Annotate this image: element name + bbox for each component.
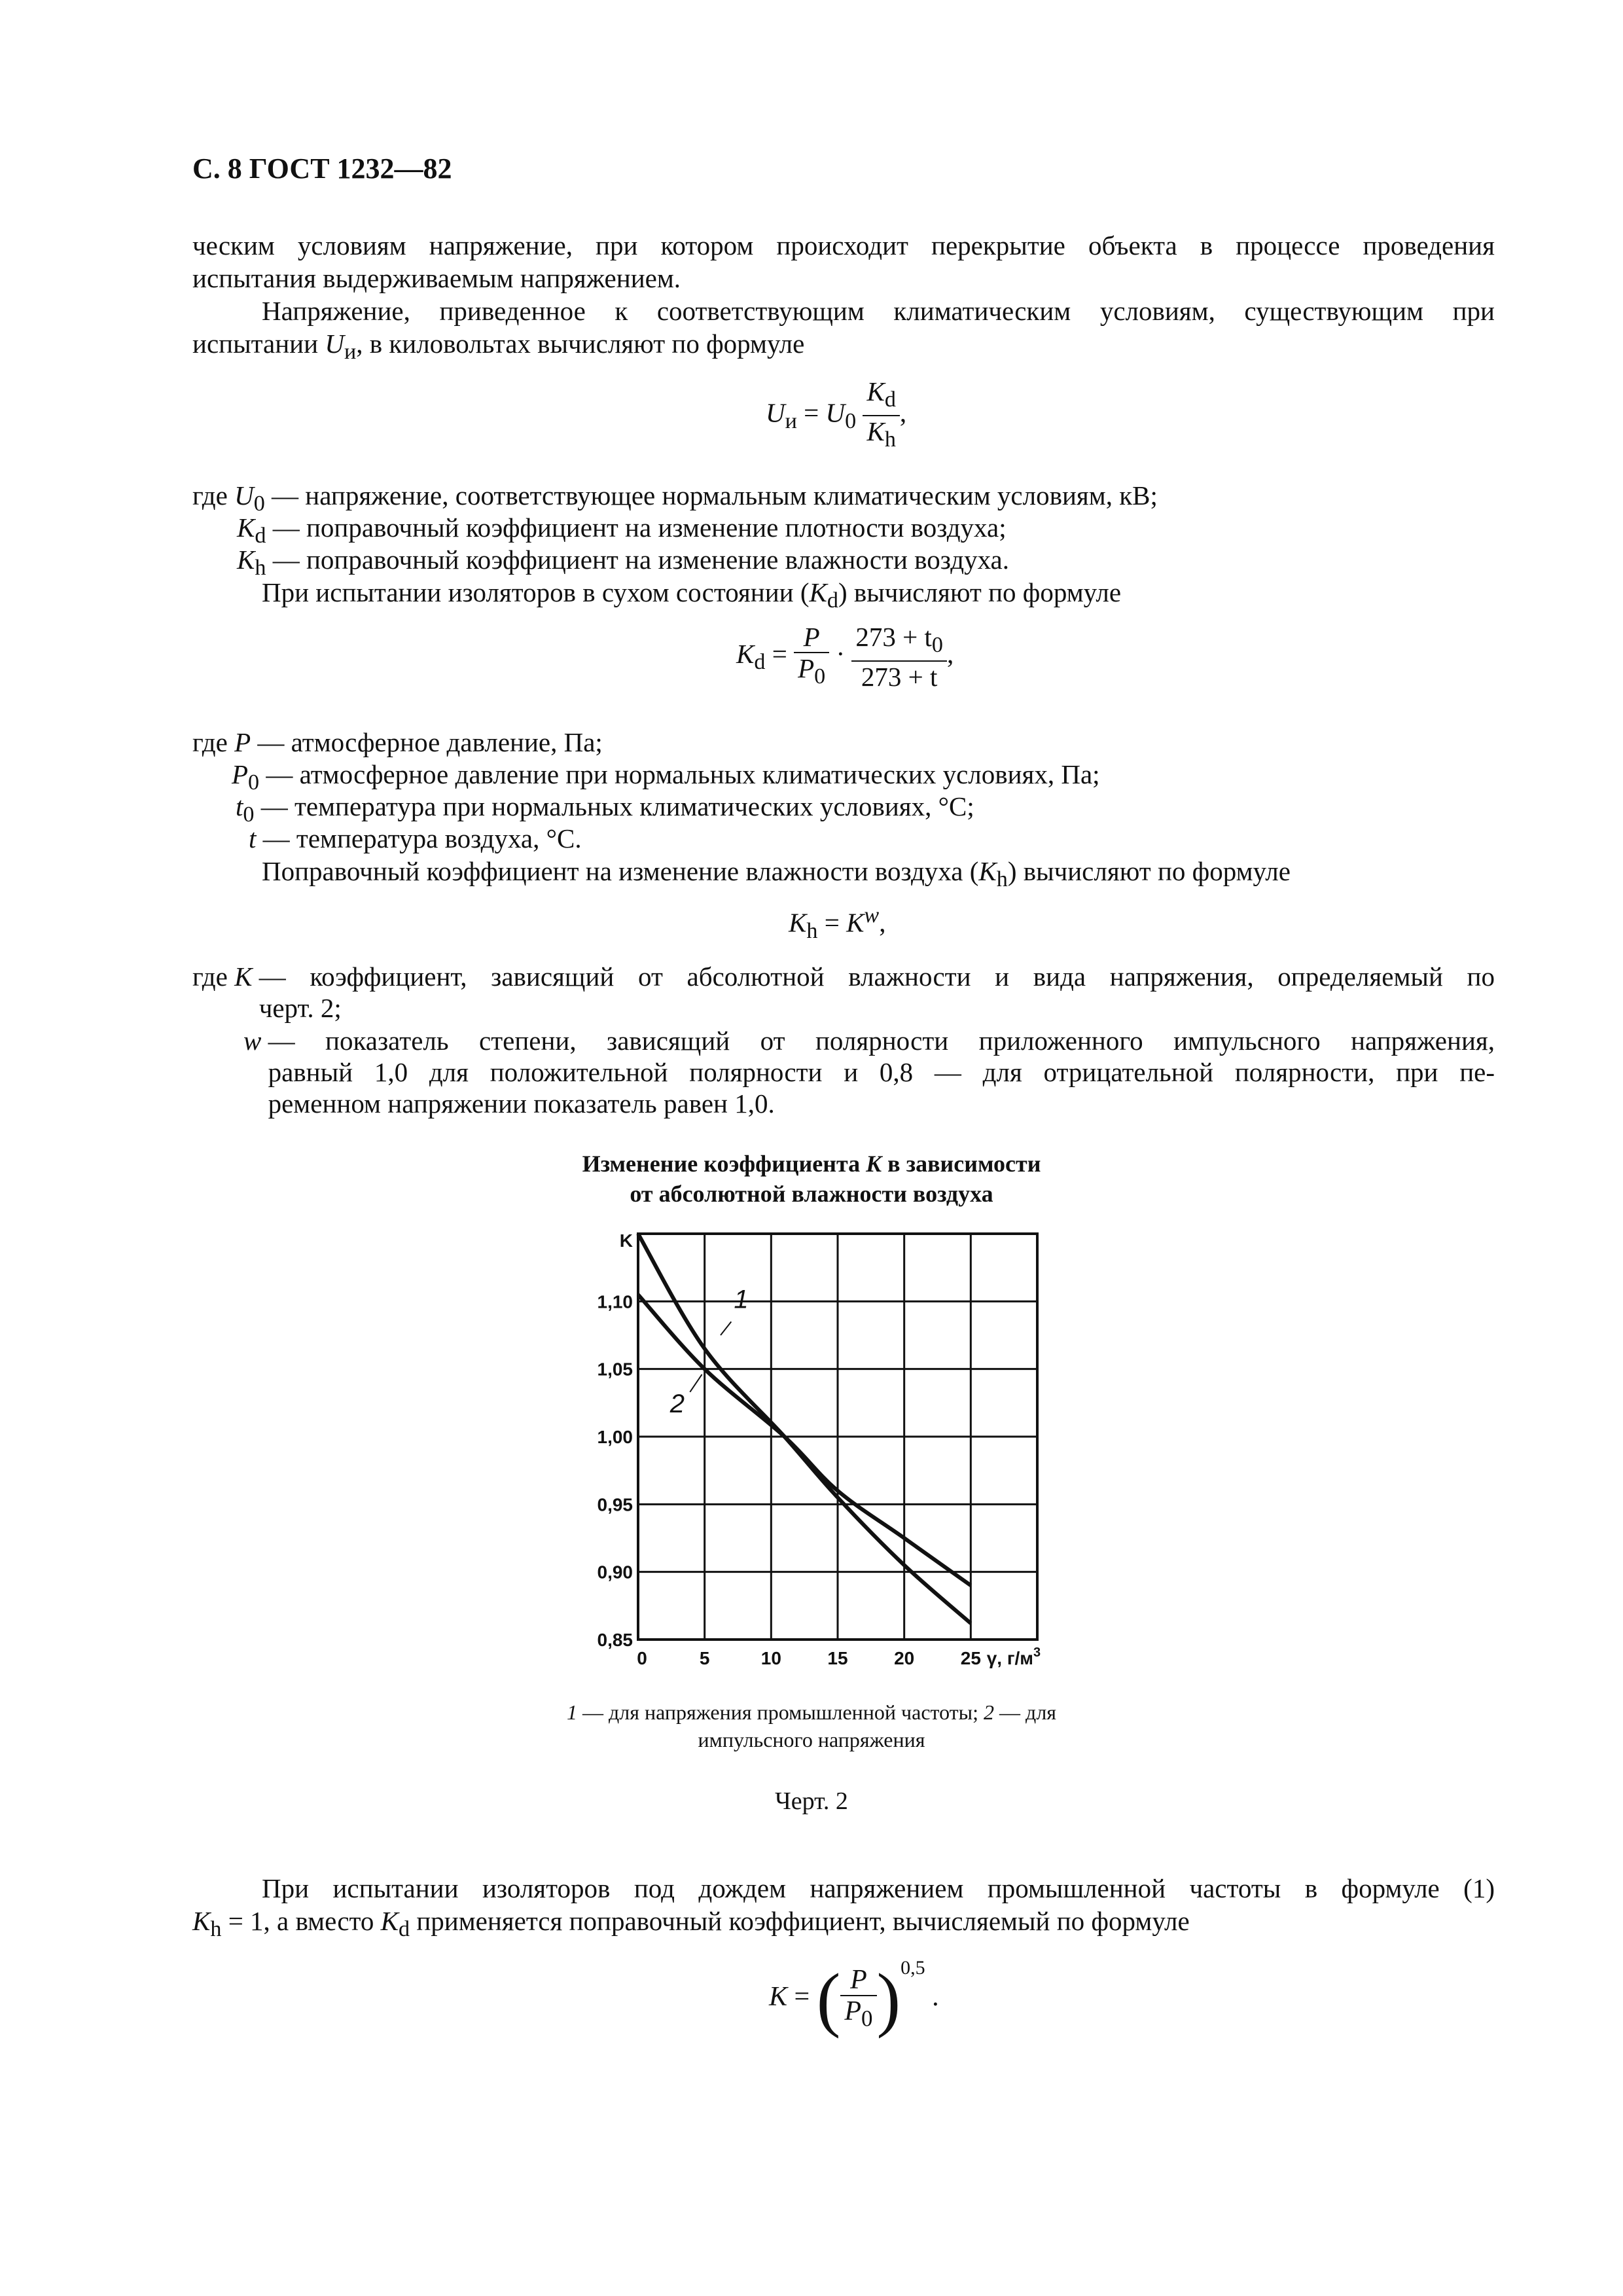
paragraph-1-line-2: испытания выдерживаемым напряжением. [192, 263, 681, 293]
chart-grid [638, 1234, 1037, 1640]
chart-legend-line-1: 1 — для напряжения промышленной частоты; 2 — для [566, 1700, 1056, 1724]
formula-rain-k: K = ( $\frac{P}{P_0}$ )$^{0,5}$ . [769, 1957, 939, 2039]
definition-kh: $K_h$ — поправочный коэффициент на изменение влажности воздуха. [237, 545, 1009, 581]
fraction-kd-kh: $\frac{K_d}{K_h}$ [863, 376, 899, 455]
definition-t: t — температура воздуха, °С. [249, 823, 582, 853]
curve-2-leader [690, 1374, 702, 1392]
y-tick-label: 0,85 [597, 1630, 633, 1650]
paragraph-5-line-1: При испытании изоляторов под дождем напряжением промышленной частоты в формуле (1) [262, 1873, 1495, 1903]
definition-p: где P — атмосферное давление, Па; [192, 727, 603, 757]
x-axis-label: γ, $г/м^3$ [986, 1645, 1041, 1668]
y-tick-label: 1,00 [597, 1427, 633, 1447]
chart-curves [638, 1234, 971, 1623]
paragraph-2-line-1: Напряжение, приведенное к соответствующим климатическим условиям, существующим при [262, 296, 1495, 326]
paragraph-3: При испытании изоляторов в сухом состоянии $(K_d)$ вычисляют по формуле [262, 577, 1122, 613]
formula-voltage: $U_и = U_0$ $\frac{K_d}{K_h}$ , [766, 376, 906, 455]
chart-subtitle: от абсолютной влажности воздуха [630, 1181, 993, 1207]
fraction-p-p0-rain: $\frac{P}{P_0}$ [840, 1965, 876, 2034]
chart-number: Черт. 2 [775, 1787, 848, 1815]
definition-t0: $t_0$ — температура при нормальных климатических условиях, °С; [236, 791, 974, 827]
y-axis-label: K [619, 1230, 633, 1251]
fraction-p-p0: $\frac{P}{P_0}$ [794, 622, 829, 692]
curve-1 [638, 1234, 971, 1623]
paragraph-2-line-2: испытании $U_и$, в киловольтах вычисляют по формуле [192, 329, 805, 365]
y-tick-label: 0,90 [597, 1562, 633, 1583]
formula-kd: $K_d$ = $\frac{P}{P_0}$ · $\frac{273 + t_0}{273 + t}$ , [736, 622, 954, 692]
chart-title: Изменение коэффициента K в зависимости [582, 1151, 1041, 1177]
paragraph-5-line-2: $K_h = 1$, а вместо $K_d$ применяется поправочный коэффициент, вычисляемый по формуле [192, 1906, 1190, 1942]
x-tick-label: 5 [699, 1648, 710, 1668]
definition-w: w — показатель степени, зависящий от полярности приложенного импульсного напряжения, равный 1,0 для положительной полярности и 0,8 — для отрицательной полярности, при пе- ременном напряжении показатель равен 1,0. [243, 1026, 1495, 1119]
paragraph-1-line-1: ческим условиям напряжение, при котором происходит перекрытие объекта в процессе проведения [192, 230, 1495, 260]
definition-p0: $P_0$ — атмосферное давление при нормальных климатических условиях, Па; [232, 759, 1100, 795]
definition-k: где K — коэффициент, зависящий от абсолютной влажности и вида напряжения, определяемый по черт. 2; [192, 961, 1495, 1023]
curve-1-label: 1 [734, 1285, 749, 1314]
y-tick-label: 1,10 [597, 1291, 633, 1312]
formula-kh: $K_h = K^w$, [789, 903, 886, 943]
y-tick-label: 0,95 [597, 1494, 633, 1515]
paragraph-4: Поправочный коэффициент на изменение влажности воздуха $(K_h)$ вычисляют по формуле [262, 856, 1291, 892]
curve-1-leader [721, 1321, 731, 1335]
chart-labels [597, 1230, 1041, 1668]
humidity-coefficient-chart [563, 1217, 1099, 1689]
chart-legend-line-2: импульсного напряжения [698, 1728, 925, 1751]
x-tick-label: 10 [760, 1648, 781, 1668]
curve-2 [638, 1295, 971, 1585]
x-tick-label: 0 [637, 1648, 647, 1668]
curve-2-label: 2 [669, 1389, 685, 1418]
page-header: С. 8 ГОСТ 1232—82 [192, 152, 452, 185]
definition-u0: где $U_0$ — напряжение, соответствующее нормальным климатическим условиям, кВ; [192, 480, 1158, 516]
x-tick-label: 20 [894, 1648, 915, 1668]
x-tick-label: 25 [960, 1648, 981, 1668]
x-tick-label: 15 [827, 1648, 848, 1668]
x-axis-label-exponent: 3 [1033, 1645, 1041, 1660]
fraction-temperature: $\frac{273 + t_0}{273 + t}$ [851, 622, 947, 692]
definition-kd: $K_d$ — поправочный коэффициент на изменение плотности воздуха; [237, 512, 1007, 548]
y-tick-label: 1,05 [597, 1359, 633, 1380]
